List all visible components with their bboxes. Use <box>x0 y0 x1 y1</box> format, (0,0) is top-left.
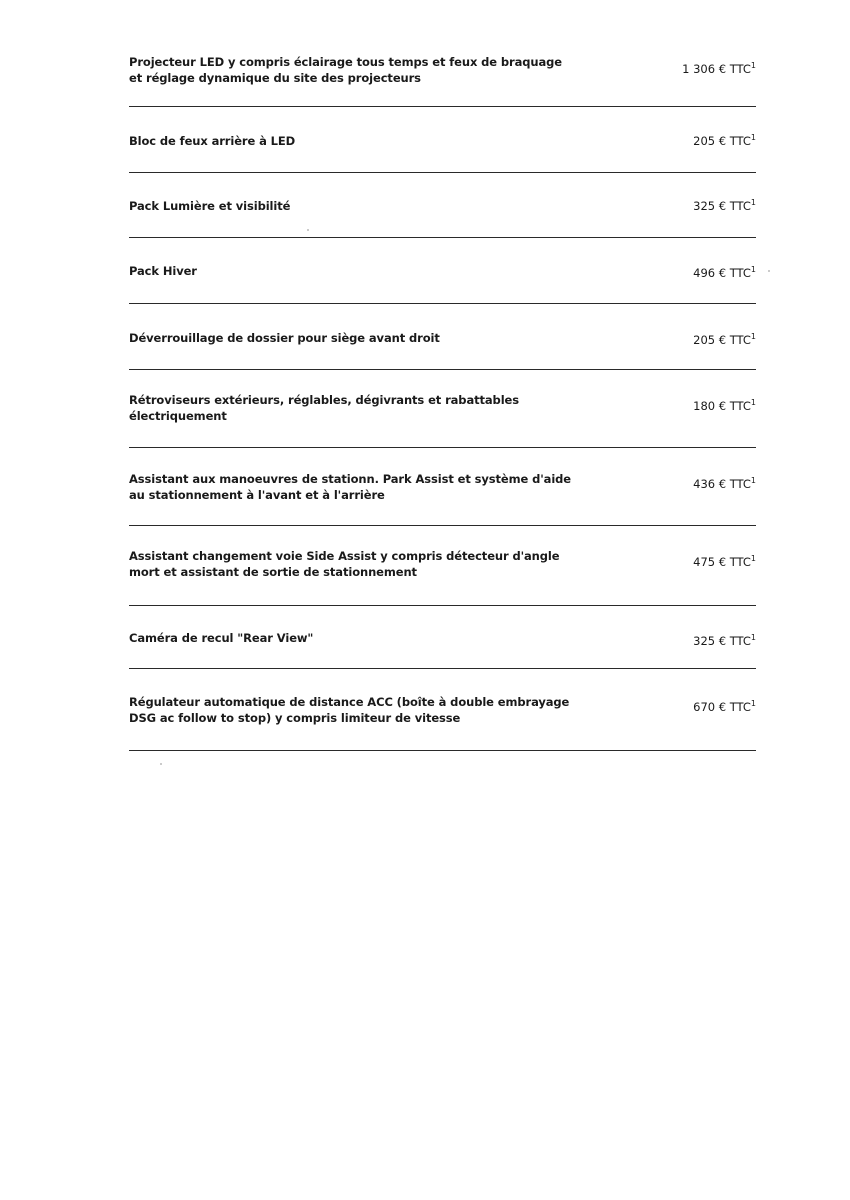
option-label <box>129 694 570 726</box>
option-label-line: Assistant changement voie Side Assist y compris détecteur d'angle <box>129 549 560 563</box>
scan-speck <box>160 763 162 765</box>
option-price <box>693 476 756 492</box>
option-label <box>129 392 549 424</box>
option-label <box>129 548 560 580</box>
option-label-line: électriquement <box>129 409 227 423</box>
separator-rule <box>129 525 756 526</box>
option-label-line: Bloc de feux arrière à LED <box>129 134 296 148</box>
option-label-line: Assistant aux manoeuvres de stationn. Park Assist et système d'aide <box>129 472 571 486</box>
option-price <box>693 554 756 570</box>
price-value: 436 € TTC <box>693 477 751 491</box>
option-price <box>693 332 756 348</box>
option-price <box>693 265 756 281</box>
separator-rule <box>129 172 756 173</box>
footnote-marker: 1 <box>750 198 756 207</box>
option-label <box>129 330 549 346</box>
option-label <box>129 263 549 279</box>
price-value: 205 € TTC <box>693 333 751 347</box>
option-label <box>129 133 549 149</box>
footnote-marker: 1 <box>750 699 756 708</box>
footnote-marker: 1 <box>750 265 756 274</box>
footnote-marker: 1 <box>750 633 756 642</box>
separator-rule <box>129 303 756 304</box>
option-label-line: au stationnement à l'avant et à l'arrière <box>129 488 385 502</box>
option-label-line: mort et assistant de sortie de stationnement <box>129 565 417 579</box>
footnote-marker: 1 <box>750 398 756 407</box>
price-value: 205 € TTC <box>693 134 751 148</box>
option-label <box>129 198 549 214</box>
price-value: 475 € TTC <box>693 555 751 569</box>
option-label-line: Déverrouillage de dossier pour siège avant droit <box>129 331 440 345</box>
option-label-line: DSG ac follow to stop) y compris limiteur de vitesse <box>129 711 461 725</box>
price-value: 325 € TTC <box>693 634 751 648</box>
price-value: 1 306 € TTC <box>682 62 751 76</box>
option-price <box>693 198 756 214</box>
option-label <box>129 471 571 503</box>
option-label <box>129 630 549 646</box>
option-label-line: Régulateur automatique de distance ACC (boîte à double embrayage <box>129 695 570 709</box>
scan-speck <box>768 270 770 272</box>
footnote-marker: 1 <box>750 554 756 563</box>
option-label <box>129 54 562 86</box>
option-label-line: Caméra de recul "Rear View" <box>129 631 314 645</box>
separator-rule <box>129 237 756 238</box>
price-value: 180 € TTC <box>693 399 751 413</box>
option-label-line: Pack Hiver <box>129 264 197 278</box>
separator-rule <box>129 106 756 107</box>
scan-speck <box>307 229 309 231</box>
option-label-line: Rétroviseurs extérieurs, réglables, dégivrants et rabattables <box>129 393 519 407</box>
separator-rule <box>129 369 756 370</box>
option-price <box>693 699 756 715</box>
option-price <box>693 398 756 414</box>
footnote-marker: 1 <box>750 476 756 485</box>
footnote-marker: 1 <box>750 332 756 341</box>
price-value: 496 € TTC <box>693 266 751 280</box>
option-price <box>693 633 756 649</box>
option-label-line: Projecteur LED y compris éclairage tous temps et feux de braquage <box>129 55 562 69</box>
price-value: 325 € TTC <box>693 199 751 213</box>
footnote-marker: 1 <box>750 133 756 142</box>
separator-rule <box>129 605 756 606</box>
option-price <box>682 61 756 77</box>
option-price <box>693 133 756 149</box>
separator-rule <box>129 750 756 751</box>
separator-rule <box>129 668 756 669</box>
option-label-line: et réglage dynamique du site des projecteurs <box>129 71 421 85</box>
option-label-line: Pack Lumière et visibilité <box>129 199 291 213</box>
footnote-marker: 1 <box>750 61 756 70</box>
price-value: 670 € TTC <box>693 700 751 714</box>
separator-rule <box>129 447 756 448</box>
